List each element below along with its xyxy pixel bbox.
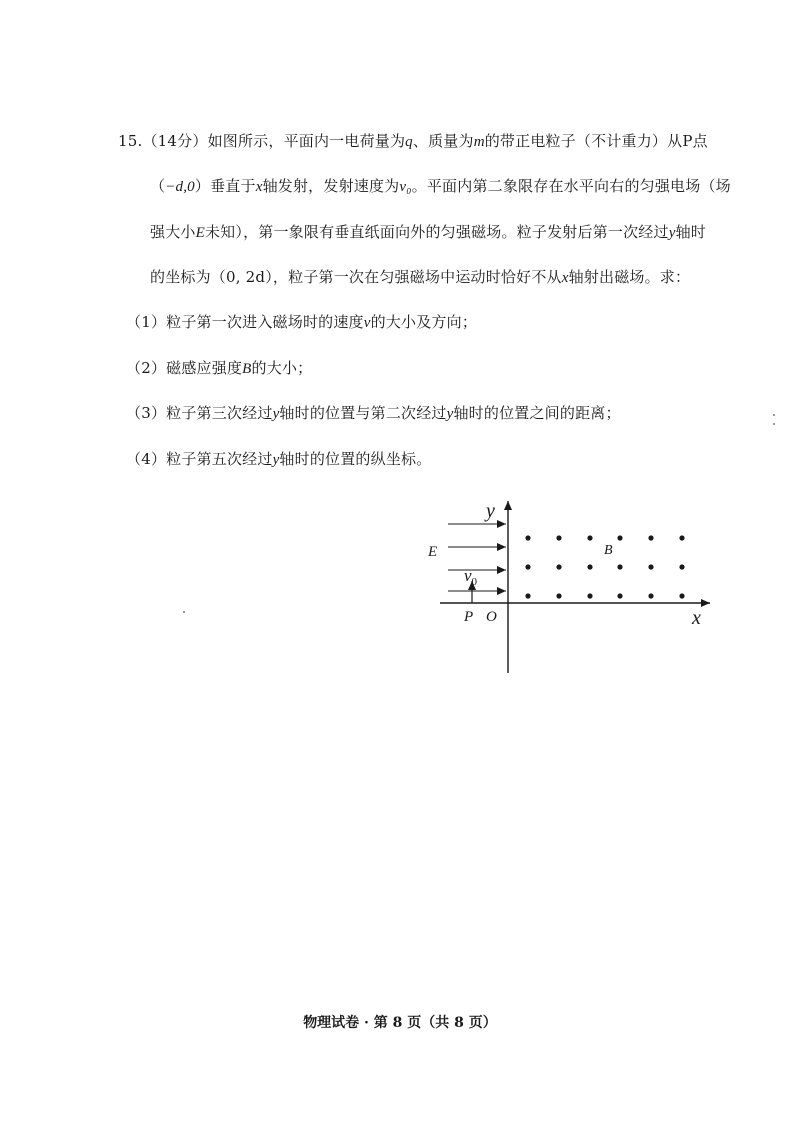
point-p-label: P [464,609,474,625]
question-line-2: （−d,0）垂直于x轴发射，发射速度为v₀。平面内第二象限存在水平向右的匀强电场（场 [150,177,731,195]
field-dot [648,535,653,540]
scan-speck [773,423,775,425]
field-dot [587,593,592,598]
sub-question-3: （3）粒子第三次经过y轴时的位置与第二次经过y轴时的位置之间的距离； [126,404,621,422]
y-axis-label: y [486,500,495,522]
velocity-label: $v_0$ [464,566,478,588]
scan-speck [183,611,185,613]
field-dot [587,564,592,569]
field-dot [617,564,622,569]
field-dot [587,535,592,540]
question-line-3: 强大小E未知），第一象限有垂直纸面向外的匀强磁场。粒子发射后第一次经过y轴时 [150,223,706,241]
question-line-1: 15.（14分）如图所示，平面内一电荷量为q、质量为m的带正电粒子（不计重力）从P点 [118,132,708,150]
x-axis-label: x [692,607,701,629]
field-diagram [420,495,720,675]
field-dot [556,593,561,598]
magnetic-field-label: B [604,543,613,558]
field-dot [525,535,530,540]
field-dot [648,593,653,598]
field-dot [556,535,561,540]
sub-question-4: （4）粒子第五次经过y轴时的位置的纵坐标。 [126,450,432,468]
field-dot [556,564,561,569]
field-dot [525,564,530,569]
field-dot [648,564,653,569]
field-dot [525,593,530,598]
question-line-4: 的坐标为（0, 2d），粒子第一次在匀强磁场中运动时恰好不从x轴射出磁场。求： [150,268,691,286]
origin-label: O [486,609,497,625]
field-dot [617,535,622,540]
sub-question-2: （2）磁感应强度B的大小； [126,359,313,377]
field-dot [679,593,684,598]
sub-question-1: （1）粒子第一次进入磁场时的速度v的大小及方向； [126,313,478,331]
scan-speck [773,414,775,416]
field-dot [679,535,684,540]
field-dot [679,564,684,569]
field-dot [617,593,622,598]
question-points: （14分） [142,132,208,150]
question-number: 15. [118,132,143,150]
electric-field-label: E [428,544,438,560]
page-footer: 物理试卷 · 第 8 页（共 8 页） [303,1015,497,1031]
